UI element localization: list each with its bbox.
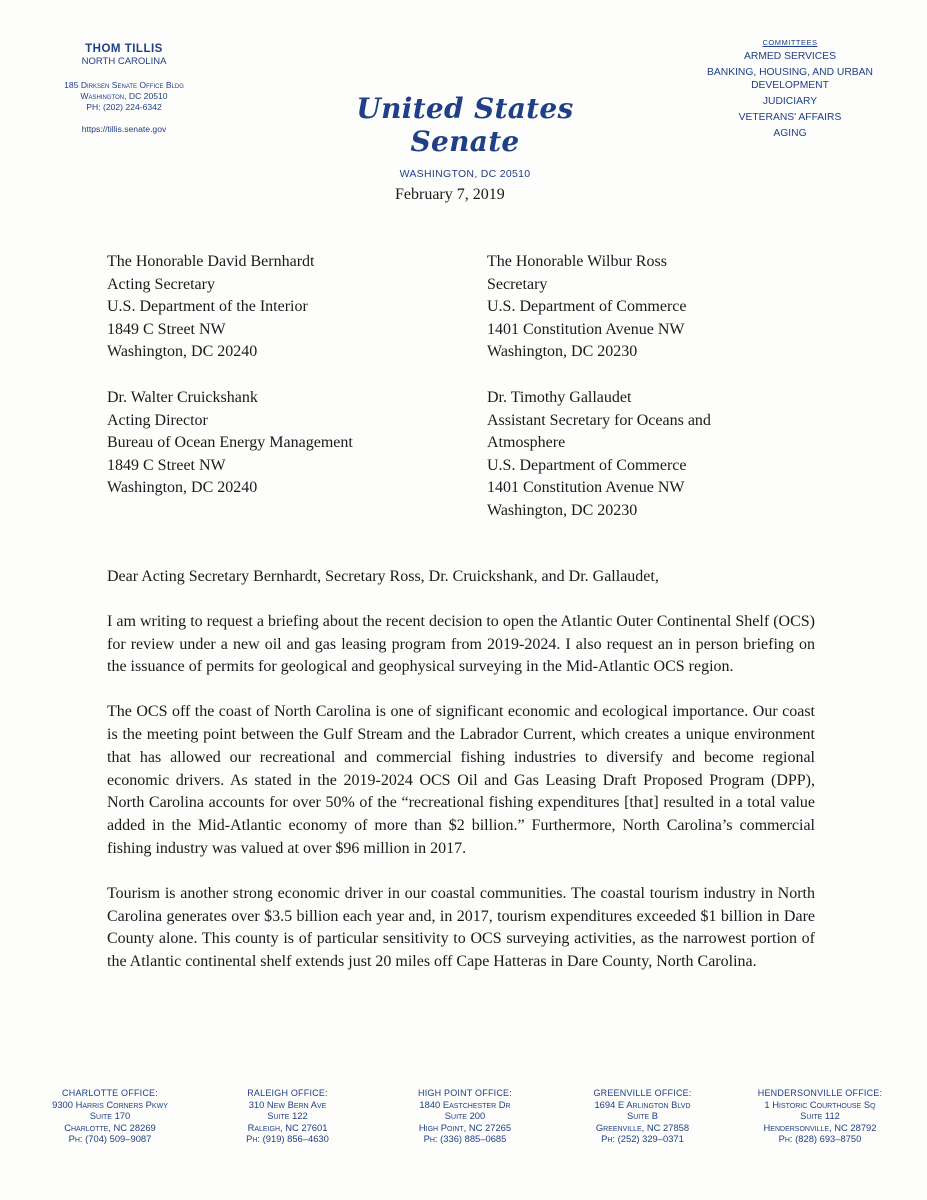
senate-title: United States Senate [356, 92, 574, 158]
office-phone: Ph: (828) 693–8750 [778, 1133, 862, 1145]
office-title: GREENVILLE OFFICE: [593, 1088, 692, 1098]
addressee-line: 1849 C Street NW [107, 320, 226, 338]
office-address-line2: Washington, DC 20510 [80, 90, 168, 101]
addressee-line: 1401 Constitution Avenue NW [487, 479, 685, 496]
addressee-line: 1849 C Street NW [107, 456, 226, 474]
addressee-line: Washington, DC 20240 [107, 343, 258, 360]
addressee-line: Acting Director [107, 411, 208, 429]
office-phone: Ph: (252) 329–0371 [601, 1133, 684, 1145]
office-phone: Ph: (336) 885–0685 [423, 1133, 507, 1145]
addressee-line: Washington, DC 20240 [107, 479, 258, 496]
office-line: Raleigh, NC 27601 [247, 1121, 328, 1133]
office-greenville [563, 1088, 723, 1145]
office-title: RALEIGH OFFICE: [247, 1088, 328, 1098]
addressee-line: The Honorable David Bernhardt [107, 253, 315, 270]
letter-body [107, 566, 815, 996]
addressee-line: Dr. Walter Cruickshank [107, 389, 258, 406]
addressee-line: Dr. Timothy Gallaudet [487, 389, 632, 406]
addressee-line: The Honorable Wilbur Ross [487, 253, 667, 270]
committees-title: COMMITTEES [762, 38, 818, 47]
office-line: Suite B [626, 1110, 659, 1122]
committee-item: ARMED SERVICES [744, 51, 836, 63]
office-hendersonville [740, 1088, 900, 1145]
office-line: Charlotte, NC 28269 [64, 1121, 156, 1133]
office-line: 310 New Bern Ave [248, 1098, 327, 1110]
addressee-line: Acting Secretary [107, 275, 215, 293]
salutation: Dear Acting Secretary Bernhardt, Secretary Ross, Dr. Cruickshank, and Dr. Gallaudet, [107, 568, 659, 585]
letter-date: February 7, 2019 [395, 186, 505, 203]
office-line: 1840 Eastchester Dr [419, 1098, 511, 1110]
office-line: 1 Historic Courthouse Sq [764, 1098, 876, 1110]
committee-item: AGING [773, 127, 807, 139]
committees-block [690, 38, 890, 144]
senator-name: THOM TILLIS [85, 43, 163, 55]
office-line: Greenville, NC 27858 [595, 1121, 690, 1133]
office-title: HENDERSONVILLE OFFICE: [757, 1088, 883, 1098]
addressee-gallaudet [487, 387, 711, 522]
senator-contact-block [44, 42, 204, 135]
addressee-ross [487, 251, 687, 364]
addressee-line: U.S. Department of Commerce [487, 298, 687, 315]
addressee-cruickshank [107, 387, 353, 500]
committee-item: BANKING, HOUSING, AND URBAN DEVELOPMENT [707, 67, 873, 92]
office-line: Suite 112 [800, 1110, 840, 1122]
senate-location: WASHINGTON, DC 20510 [399, 168, 531, 180]
office-line: Suite 170 [89, 1110, 131, 1122]
office-line: 1694 E Arlington Blvd [594, 1098, 691, 1110]
office-title: HIGH POINT OFFICE: [418, 1088, 512, 1098]
addressee-line: Washington, DC 20230 [487, 501, 638, 519]
addressee-line: Washington, DC 20230 [487, 343, 638, 360]
office-line: Suite 122 [267, 1110, 308, 1122]
committee-item: VETERANS' AFFAIRS [738, 111, 842, 123]
office-line: High Point, NC 27265 [418, 1121, 512, 1133]
addressee-line: Secretary [487, 275, 548, 293]
addressee-line: U.S. Department of Commerce [487, 456, 687, 474]
office-phone: Ph: (919) 856–4630 [246, 1133, 329, 1145]
office-raleigh [208, 1088, 368, 1145]
state-offices-footer [30, 1088, 900, 1145]
website-link[interactable]: https://tillis.senate.gov [81, 124, 167, 135]
office-phone: Ph: (704) 509–9087 [68, 1133, 152, 1145]
senator-state: NORTH CAROLINA [81, 56, 167, 68]
office-charlotte [30, 1088, 190, 1145]
senate-header [300, 92, 630, 180]
body-paragraph: I am writing to request a briefing about the recent decision to open the Atlantic Outer Continental Shelf (OCS) for review under a new oil and gas leasing program from 2019-2024. I also request an in person briefing on the issuance of permits for geological and geophysical surveying in the Mid-Atlantic OCS region. [107, 612, 815, 676]
committee-item: JUDICIARY [762, 95, 818, 107]
addressee-line: Atmosphere [487, 434, 566, 451]
office-line: Suite 200 [444, 1110, 486, 1122]
addressee-line: Assistant Secretary for Oceans and [487, 411, 711, 429]
addressee-line: 1401 Constitution Avenue NW [487, 320, 685, 338]
body-paragraph: Tourism is another strong economic driver in our coastal communities. The coastal tourism industry in North Carolina generates over $3.5 billion each year and, in 2017, tourism expenditures exceeded $1 billion in Dare County alone. This county is of particular sensitivity to OCS surveying activities, as the narrowest portion of the Atlantic continental shelf extends just 20 miles off Cape Hatteras in Dare County, North Carolina. [107, 884, 815, 971]
addressee-bernhardt [107, 251, 314, 364]
office-line: 9300 Harris Corners Pkwy [52, 1098, 168, 1110]
office-line: Hendersonville, NC 28792 [763, 1121, 877, 1133]
office-phone: PH: (202) 224-6342 [86, 101, 162, 112]
office-address-line1: 185 Dirksen Senate Office Bldg [64, 80, 184, 91]
office-title: CHARLOTTE OFFICE: [62, 1088, 158, 1098]
addressee-line: Bureau of Ocean Energy Management [107, 434, 353, 451]
body-paragraph: The OCS off the coast of North Carolina is one of significant economic and ecological importance. Our coast is the meeting point between the Gulf Stream and the Labrador Current, which creates a unique environment that has allowed our recreational and commercial fishing industries to diversify and become regional economic drivers. As stated in the 2019-2024 OCS Oil and Gas Leasing Draft Proposed Program (DPP), North Carolina accounts for over 50% of the “recreational fishing expenditures [that] resulted in a total value added in the Mid-Atlantic economy of more than $2 billion.” Furthermore, North Carolina’s commercial fishing industry was valued at over $96 million in 2017. [107, 703, 815, 857]
office-high-point [385, 1088, 545, 1145]
addressee-line: U.S. Department of the Interior [107, 298, 308, 315]
